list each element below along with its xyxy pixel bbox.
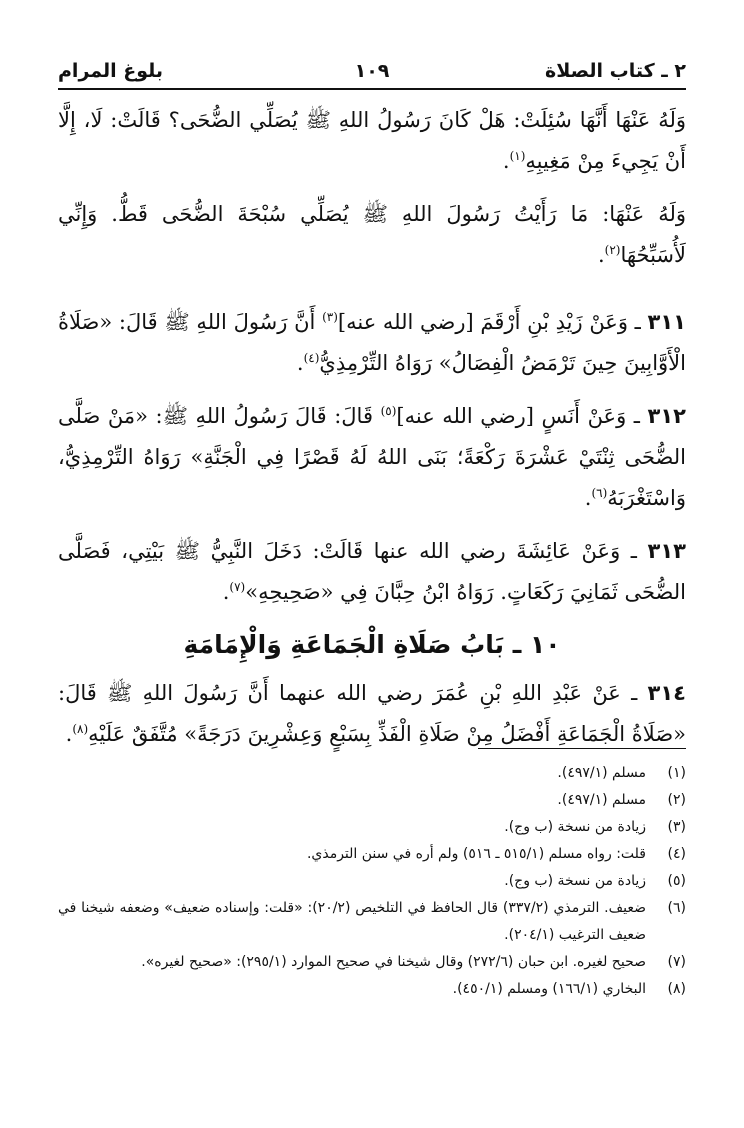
footnote	[58, 868, 686, 895]
footnote-ref: (٦)	[591, 486, 608, 500]
sentence-end: .	[65, 722, 73, 746]
paragraph-text: وَلَهُ عَنْهَا: مَا رَأَيْتُ رَسُولَ اللهِ ﷺ يُصَلِّي سُبْحَةَ الضُّحَى قَطُّ. وَإِنِّي لَأُسَبِّحُهَا	[58, 202, 686, 267]
sentence-end: .	[502, 149, 510, 173]
hadith-text: ـ عَنْ عَبْدِ اللهِ بْنِ عُمَرَ رضي الله عنهما أَنَّ رَسُولَ اللهِ ﷺ قَالَ: «صَلَاةُ الْجَمَاعَةِ أَفْضَلُ مِنْ صَلَاةِ الْفَذِّ بِسَبْعٍ وَعِشْرِينَ دَرَجَةً» مُتَّفَقٌ عَلَيْهِ	[58, 681, 686, 746]
sentence-end: .	[584, 486, 592, 510]
footnote-text: قلت: رواه مسلم (٥١٥/١ ـ ٥١٦) ولم أره في سنن الترمذي.	[306, 846, 646, 862]
hadith-text: ـ وَعَنْ أَنَسٍ [رضي الله عنه]	[396, 404, 640, 428]
hadith-text: ـ وَعَنْ عَائِشَةَ رضي الله عنها قَالَتْ: دَخَلَ النَّبِيُّ ﷺ بَيْتِي، فَصَلَّى الضُّحَى ثَمَانِيَ رَكَعَاتٍ. رَوَاهُ ابْنُ حِبَّانَ فِي «صَحِيحِهِ»	[58, 539, 686, 604]
footnote	[58, 949, 686, 976]
header-rule	[58, 88, 686, 90]
footnote-number: (٥)	[667, 873, 686, 889]
footnote-ref: (٥)	[380, 404, 397, 418]
paragraph-text: وَلَهُ عَنْهَا أَنَّهَا سُئِلَتْ: هَلْ كَانَ رَسُولُ اللهِ ﷺ يُصَلِّي الضُّحَى؟ قَالَتْ: لَا، إِلَّا أَنْ يَجِيءَ مِنْ مَغِيبِهِ	[58, 108, 686, 173]
hadith-text: قَالَ: قَالَ رَسُولُ اللهِ ﷺ: «مَنْ صَلَّى الضُّحَى ثِنْتَيْ عَشْرَةَ رَكْعَةً؛ بَنَى اللهُ لَهُ قَصْرًا فِي الْجَنَّةِ» رَوَاهُ التِّرْمِذِيُّ، وَاسْتَغْرَبَهُ	[58, 404, 686, 510]
hadith-313	[58, 531, 686, 613]
running-book-title: بلوغ المرام	[58, 60, 164, 82]
footnote-text: البخاري (١٦٦/١) ومسلم (٤٥٠/١).	[452, 981, 646, 997]
footnote-text: ضعيف. الترمذي (٣٣٧/٢) قال الحافظ في التلخيص (٢٠/٢): «قلت: وإسناده ضعيف» وضعفه شيخنا في ضعيف الترغيب (٢٠٤/١).	[58, 900, 646, 943]
footnote-text: صحيح لغيره. ابن حبان (٢٧٢/٦) وقال شيخنا في صحيح الموارد (٢٩٥/١): «صحيح لغيره».	[141, 954, 646, 970]
footnote	[58, 760, 686, 787]
sentence-end: .	[597, 243, 605, 267]
footnote-ref: (٨)	[72, 722, 89, 736]
page-header	[58, 58, 686, 88]
footnote	[58, 895, 686, 949]
hadith-number: ٣١١	[647, 310, 686, 334]
footnote-number: (٢)	[667, 792, 686, 808]
hadith-311	[58, 302, 686, 384]
paragraph-duha-question	[58, 100, 686, 182]
footnote-number: (٦)	[667, 900, 686, 916]
sentence-end: .	[222, 580, 230, 604]
hadith-number: ٣١٤	[647, 681, 686, 705]
footnote	[58, 841, 686, 868]
footnotes	[58, 760, 686, 1003]
footnote-separator	[478, 748, 686, 749]
hadith-text: أَنَّ رَسُولَ اللهِ ﷺ قَالَ: «صَلَاةُ الْأَوَّابِينَ حِينَ تَرْمَضُ الْفِصَالُ» رَوَاهُ التِّرْمِذِيُّ	[58, 310, 686, 375]
running-chapter-title: ٢ ـ كتاب الصلاة	[545, 60, 686, 82]
footnote-ref: (٢)	[604, 243, 621, 257]
paragraph-duha-never	[58, 194, 686, 276]
footnote-number: (٤)	[667, 846, 686, 862]
footnote-text: مسلم (٤٩٧/١).	[557, 765, 646, 781]
footnote-number: (٨)	[667, 981, 686, 997]
footnote	[58, 787, 686, 814]
footnote-ref: (٤)	[303, 351, 320, 365]
footnote-number: (١)	[667, 765, 686, 781]
footnote-ref: (٣)	[322, 310, 338, 324]
hadith-text: ـ وَعَنْ زَيْدِ بْنِ أَرْقَمَ [رضي الله عنه]	[337, 310, 641, 334]
footnote-ref: (٧)	[229, 580, 246, 594]
chapter-heading: ١٠ ـ بَابُ صَلَاةِ الْجَمَاعَةِ وَالْإِمَامَةِ	[183, 630, 561, 659]
page-number: ١٠٩	[354, 60, 390, 82]
footnote	[58, 976, 686, 1003]
footnote	[58, 814, 686, 841]
sentence-end: .	[296, 351, 304, 375]
footnote-number: (٧)	[667, 954, 686, 970]
footnote-text: زيادة من نسخة (ب وج).	[504, 873, 646, 889]
hadith-number: ٣١٢	[647, 404, 686, 428]
page-body	[58, 100, 686, 767]
hadith-314	[58, 673, 686, 755]
hadith-312	[58, 396, 686, 519]
footnote-ref: (١)	[509, 149, 526, 163]
footnote-text: مسلم (٤٩٧/١).	[557, 792, 646, 808]
hadith-number: ٣١٣	[647, 539, 686, 563]
footnote-number: (٣)	[667, 819, 686, 835]
footnote-text: زيادة من نسخة (ب وج).	[504, 819, 646, 835]
